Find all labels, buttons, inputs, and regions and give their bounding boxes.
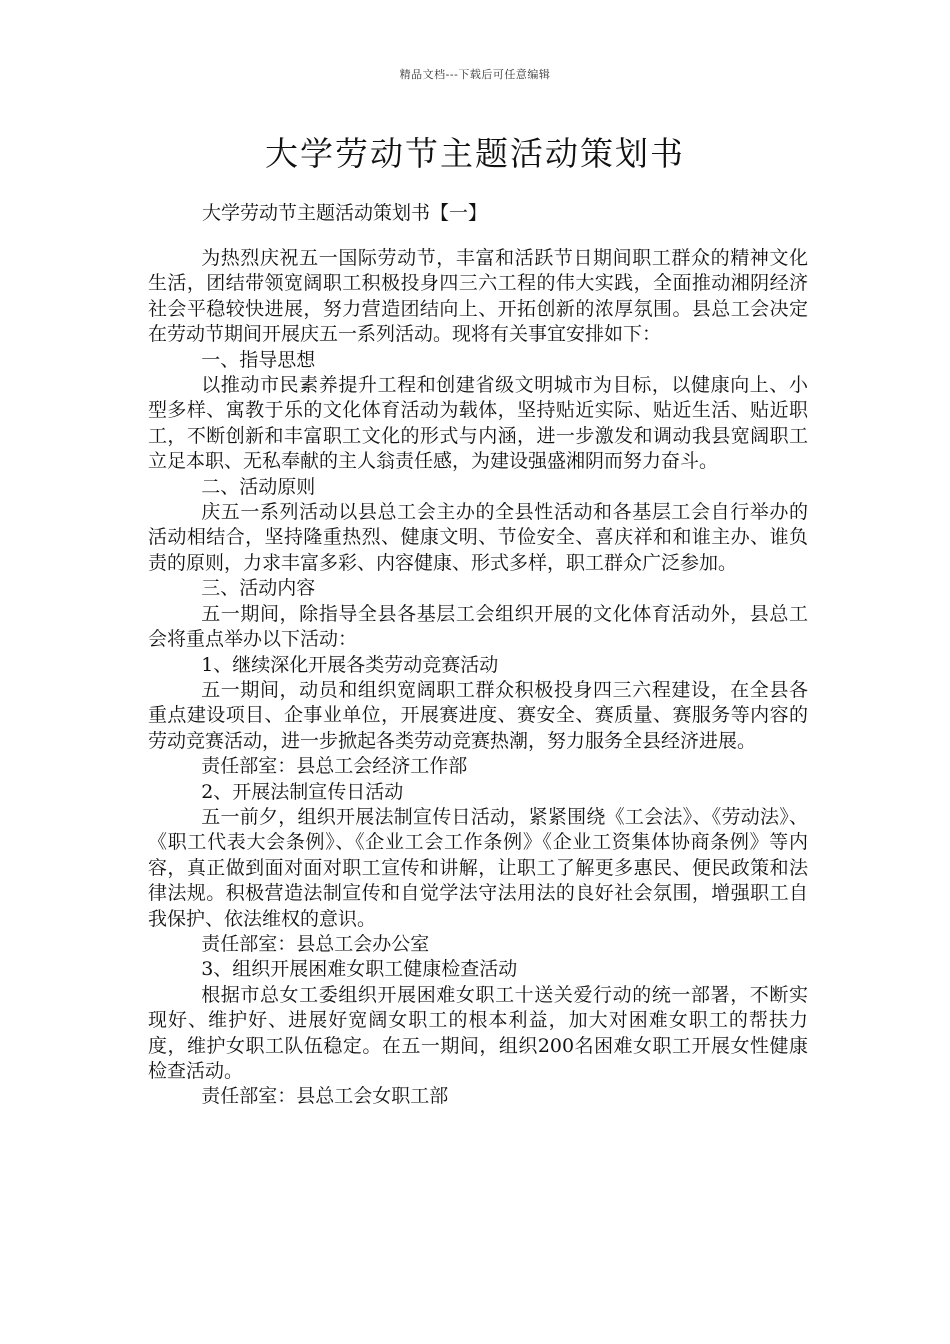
responsible-dept-office: 责任部室：县总工会办公室 [201,932,430,955]
header-note: 精品文档---下载后可任意编辑 [399,68,551,81]
section-heading-content: 三、活动内容 [201,577,316,600]
labor-competition-paragraph: 五一期间，动员和组织宽阔职工群众积极投身四三六程建设，在全县各重点建设项目、企事业单位，开展赛进度、赛安全、赛质量、赛服务等内容的劳动竞赛活动，进一步掀起各类劳动竞赛热潮，努力服务全县经济进展。 [148,678,808,752]
section-heading-principles: 二、活动原则 [201,475,316,498]
document-body [148,246,808,1110]
document-subtitle: 大学劳动节主题活动策划书【一】 [202,202,488,224]
item-heading-health-check: 3、组织开展困难女职工健康检查活动 [201,958,518,981]
legal-day-paragraph: 五一前夕，组织开展法制宣传日活动，紧紧围绕《工会法》、《劳动法》、《职工代表大会条例》、《企业工会工作条例》《企业工资集体协商条例》等内容，真正做到面对面对职工宣传和讲解，让职工了解更多惠民、便民政策和法律法规。积极营造法制宣传和自觉学法守法用法的良好社会氛围，增强职工自我保护、依法维权的意识。 [148,805,808,930]
responsible-dept-women: 责任部室：县总工会女职工部 [201,1085,449,1108]
item-heading-legal-day: 2、开展法制宣传日活动 [201,780,404,803]
intro-paragraph: 为热烈庆祝五一国际劳动节，丰富和活跃节日期间职工群众的精神文化生活，团结带领宽阔职工积极投身四三六工程的伟大实践，全面推动湘阴经济社会平稳较快进展，努力营造团结向上、开拓创新的浓厚氛围。县总工会决定在劳动节期间开展庆五一系列活动。现将有关事宜安排如下： [148,247,808,346]
health-check-paragraph: 根据市总女工委组织开展困难女职工十送关爱行动的统一部署，不断实现好、维护好、进展好宽阔女职工的根本利益，加大对困难女职工的帮扶力度，维护女职工队伍稳定。在五一期间，组织200名困难女职工开展女性健康检查活动。 [148,983,808,1082]
document-title: 大学劳动节主题活动策划书 [265,134,685,173]
section-heading-guiding-ideology: 一、指导思想 [201,348,316,371]
guiding-ideology-paragraph: 以推动市民素养提升工程和创建省级文明城市为目标，以健康向上、小型多样、寓教于乐的文化体育活动为载体，坚持贴近实际、贴近生活、贴近职工，不断创新和丰富职工文化的形式与内涵，进一步激发和调动我县宽阔职工立足本职、无私奉献的主人翁责任感，为建设强盛湘阴而努力奋斗。 [148,374,808,473]
content-intro-paragraph: 五一期间，除指导全县各基层工会组织开展的文化体育活动外，县总工会将重点举办以下活动： [148,602,808,651]
responsible-dept-economic: 责任部室：县总工会经济工作部 [201,755,468,778]
principles-paragraph: 庆五一系列活动以县总工会主办的全县性活动和各基层工会自行举办的活动相结合，坚持隆重热烈、健康文明、节俭安全、喜庆祥和和谁主办、谁负责的原则，力求丰富多彩、内容健康、形式多样，职工群众广泛参加。 [148,501,808,574]
item-heading-labor-competition: 1、继续深化开展各类劳动竞赛活动 [201,653,499,676]
